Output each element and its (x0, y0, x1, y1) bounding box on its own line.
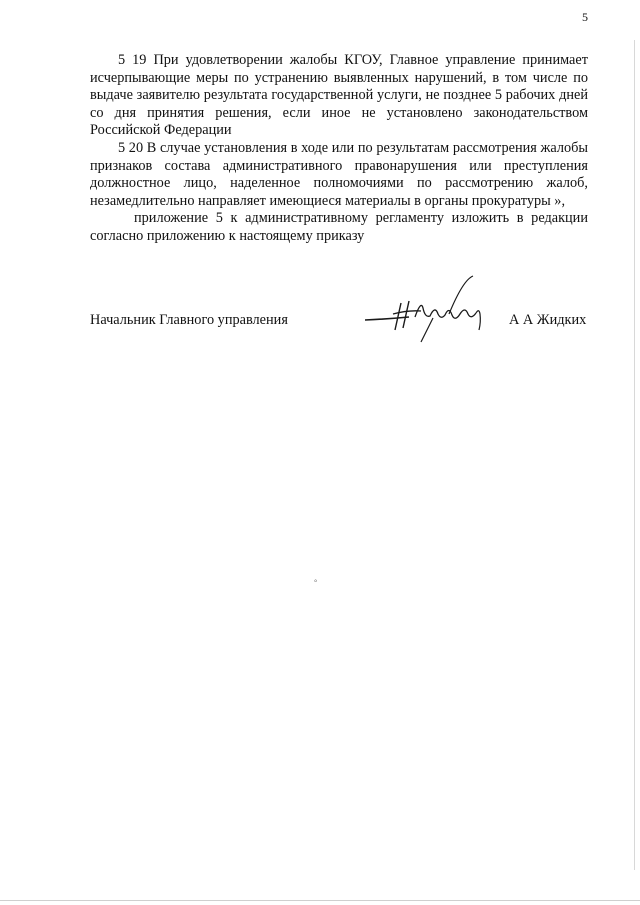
scan-speck: ° (314, 578, 318, 587)
paragraph-5-20: 5 20 В случае установления в ходе или по результатам рассмотрения жалобы признаков состава административного правонарушения или преступления должностное лицо, наделенное полномочиями по рассмотрению жалоб, незамедлительно направляет имеющиеся материалы в органы прокуратуры », (90, 139, 588, 209)
signer-name: А А Жидких (509, 312, 587, 328)
paragraph-appendix: приложение 5 к административному регламенту изложить в редакции согласно приложению к настоящему приказу (90, 210, 588, 244)
scan-edge-right (634, 40, 635, 870)
scan-edge-bottom (0, 900, 640, 901)
paragraph-5-19: 5 19 При удовлетворении жалобы КГОУ, Главное управление принимает исчерпывающие меры по устранению выявленных нарушений, в том числе по выдаче заявителю результата государственной услуги, не позднее 5 рабочих дней со дня принятия решения, если иное не установлено законодательством Российской Федерации (90, 52, 588, 139)
signer-position: Начальник Главного управления (90, 312, 288, 328)
handwritten-signature (363, 270, 493, 346)
page-number: 5 (582, 10, 588, 24)
document-body (90, 52, 588, 246)
